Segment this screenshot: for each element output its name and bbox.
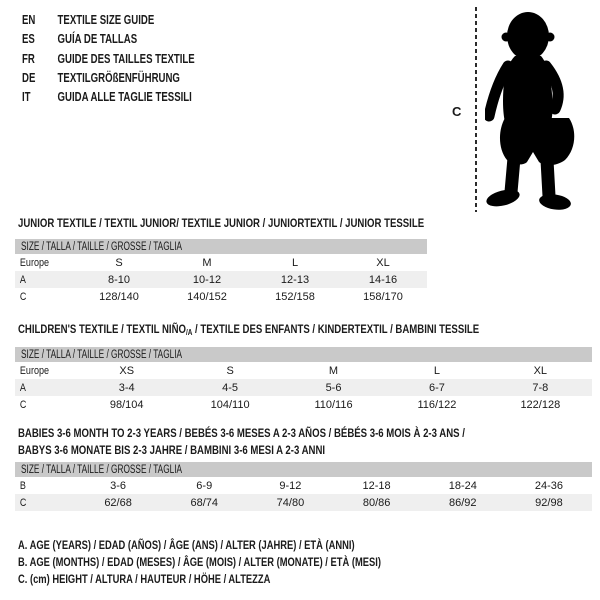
table-row-height [15,288,427,305]
age-cell: 8-10 [107,273,131,286]
size-cell: L [433,364,440,377]
height-cell: 158/170 [363,290,403,303]
height-cell: 98/104 [109,398,144,411]
size-header-text: SIZE / TALLA / TAILLE / GRÖSSE / TAGLIA [21,463,183,476]
note-a-age-years: A. AGE (YEARS) / EDAD (AÑOS) / ÂGE (ANS) / ALTER (JAHRE) / ETÀ (ANNI) [18,538,355,552]
baby-silhouette-icon [485,6,595,214]
children-title-pre: CHILDREN'S TEXTILE / TEXTIL NIÑO [18,322,186,336]
age-cell: 10-12 [192,273,222,286]
height-cell: 80/86 [362,496,391,509]
table-row-height [15,396,592,413]
age-cell: 4-5 [222,381,239,394]
size-header-text: SIZE / TALLA / TAILLE / GRÖSSE / TAGLIA [21,348,183,361]
size-cell: S [226,364,234,377]
babies-title-line2: BABYS 3-6 MONATE BIS 2-3 JAHRE / BAMBINI 3-6 MESI A 2-3 ANNI [18,442,326,457]
age-cell: 3-4 [118,381,135,394]
height-measure-label: C [452,104,462,119]
table-row-europe [15,362,592,379]
height-cell: 116/122 [417,398,457,411]
row-label: C [19,496,27,509]
age-cell: 5-6 [325,381,342,394]
language-code: DE [22,70,36,86]
size-cell: XS [119,364,135,377]
language-title: TEXTILGRÖßENFÜHRUNG [57,70,180,86]
table-row-age-months [15,477,592,494]
age-cell: 12-18 [362,479,391,492]
children-table-title [18,321,479,342]
height-cell: 152/158 [275,290,315,303]
note-c-height-cm: C. (cm) HEIGHT / ALTURA / HAUTEUR / HÖHE / ALTEZZA [18,572,271,586]
language-code: FR [22,50,35,66]
language-code: ES [22,31,35,47]
height-cell: 128/140 [99,290,139,303]
row-label: C [19,398,27,411]
height-cell: 74/80 [276,496,305,509]
row-label: Europe [19,364,50,377]
age-cell: 18-24 [448,479,477,492]
height-measure-dashed-line [475,7,477,212]
babies-size-table [15,462,592,511]
height-cell: 122/128 [520,398,561,411]
age-cell: 7-8 [532,381,549,394]
children-title-sub: /A [185,328,193,337]
junior-size-table [15,239,427,305]
height-cell: 92/98 [535,496,563,509]
language-row-fr [22,49,195,68]
size-header-text: SIZE / TALLA / TAILLE / GRÖSSE / TAGLIA [21,240,183,253]
language-row-en [22,10,195,29]
table-row-europe [15,254,427,271]
language-title: GUIDE DES TAILLES TEXTILE [57,50,195,66]
row-label: C [19,290,27,303]
language-title-list [22,10,195,106]
row-label: A [19,273,26,286]
language-code: IT [22,89,31,105]
table-row-height [15,494,592,511]
size-cell: XL [533,364,548,377]
language-code: EN [22,12,36,28]
size-cell: L [291,256,299,269]
age-cell: 14-16 [368,273,398,286]
language-title: GUIDA ALLE TAGLIE TESSILI [57,89,192,105]
children-size-table [15,347,592,413]
age-cell: 9-12 [279,479,302,492]
size-cell: S [115,256,123,269]
junior-size-header-bar [15,239,427,254]
babies-size-header-bar [15,462,592,477]
table-row-age [15,379,592,396]
size-cell: M [202,256,212,269]
age-cell: 12-13 [280,273,310,286]
junior-table-title: JUNIOR TEXTILE / TEXTIL JUNIOR/ TEXTILE JUNIOR / JUNIORTEXTIL / JUNIOR TESSILE [18,216,425,230]
children-size-header-bar [15,347,592,362]
children-title-post: / TEXTILE DES ENFANTS / KINDERTEXTIL / BAMBINI TESSILE [192,322,480,336]
height-cell: 110/116 [314,398,353,411]
language-row-it [22,87,195,106]
age-cell: 6-7 [428,381,445,394]
height-cell: 104/110 [210,398,250,411]
babies-title-line1: BABIES 3-6 MONTH TO 2-3 YEARS / BEBÉS 3-6 MESES A 2-3 AÑOS / BÉBÉS 3-6 MOIS À 2-3 ANS / [18,426,465,440]
height-cell: 68/74 [190,496,219,509]
height-cell: 86/92 [449,496,477,509]
legend-notes [18,537,483,588]
babies-table-title [18,425,465,458]
age-cell: 6-9 [196,479,213,492]
language-title: TEXTILE SIZE GUIDE [57,12,155,28]
age-cell: 24-36 [534,479,564,492]
age-cell: 3-6 [110,479,127,492]
row-label: Europe [19,256,50,269]
language-row-es [22,29,195,48]
table-row-age [15,271,427,288]
row-label: B [19,479,26,492]
language-title: GUÍA DE TALLAS [57,31,138,47]
note-b-age-months: B. AGE (MONTHS) / EDAD (MESES) / ÂGE (MOIS) / ALTER (MONATE) / ETÀ (MESI) [18,555,381,569]
height-cell: 62/68 [104,496,132,509]
size-cell: XL [376,256,390,269]
height-cell: 140/152 [187,290,227,303]
language-row-de [22,68,195,87]
row-label: A [19,381,26,394]
size-cell: M [328,364,339,377]
